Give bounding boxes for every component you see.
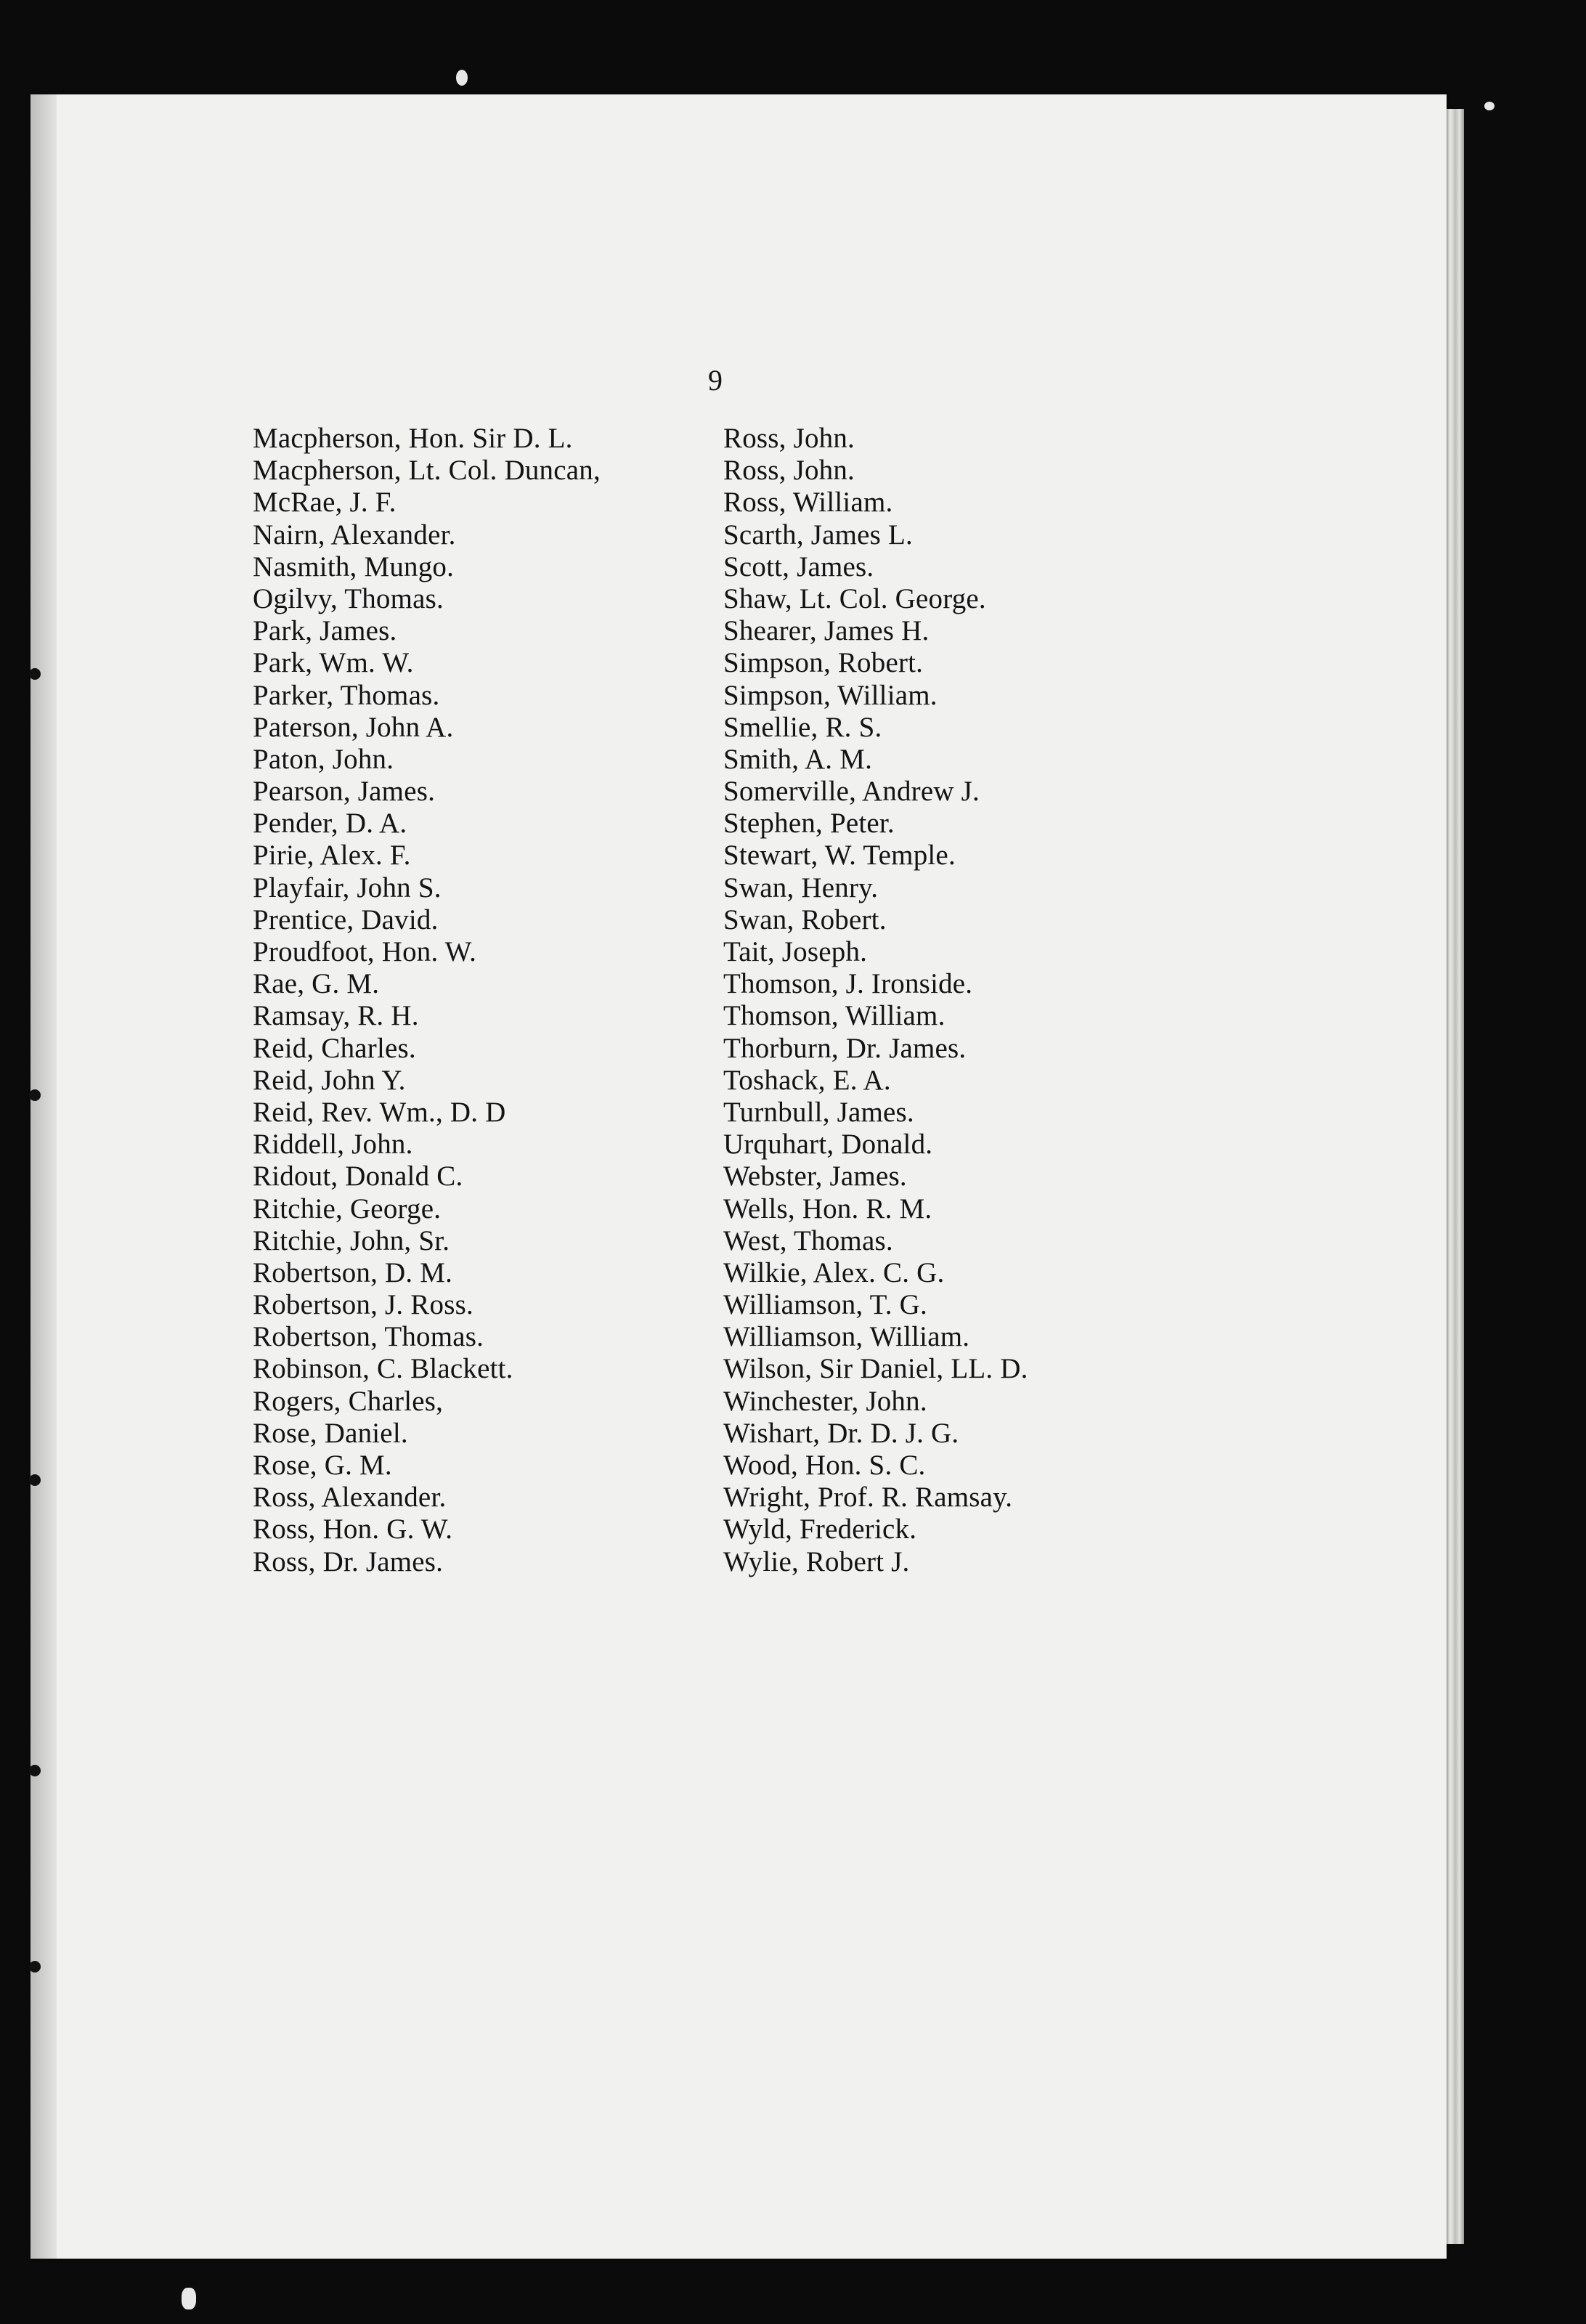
name-entry: Urquhart, Donald. <box>723 1129 933 1161</box>
page-edge <box>1447 109 1464 2244</box>
name-entry: Park, James. <box>253 615 397 647</box>
name-list-left <box>253 423 601 1578</box>
name-entry: Ritchie, George. <box>253 1193 442 1224</box>
name-entry: Wilson, Sir Daniel, LL. D. <box>723 1353 1028 1385</box>
name-entry: Swan, Robert. <box>723 903 887 935</box>
name-entry: Park, Wm. W. <box>253 647 414 679</box>
page-number: 9 <box>708 364 723 397</box>
name-entry: Somerville, Andrew J. <box>723 776 980 808</box>
name-entry: Rose, Daniel. <box>253 1417 408 1449</box>
name-entry: Paterson, John A. <box>253 711 454 743</box>
name-entry: Macpherson, Hon. Sir D. L. <box>253 423 573 454</box>
name-entry: Wilkie, Alex. C. G. <box>723 1256 945 1288</box>
name-entry: Wood, Hon. S. C. <box>723 1450 926 1481</box>
name-entry: Turnbull, James. <box>723 1096 914 1128</box>
name-entry: Robertson, J. Ross. <box>253 1289 473 1321</box>
binding-stitch <box>29 1765 41 1776</box>
binding-stitch <box>29 1089 41 1101</box>
film-speck <box>182 2288 196 2309</box>
name-entry: Ross, Hon. G. W. <box>253 1514 453 1545</box>
page-spine <box>30 94 57 2259</box>
name-entry: Shaw, Lt. Col. George. <box>723 582 986 614</box>
name-entry: Macpherson, Lt. Col. Duncan, <box>253 455 601 487</box>
name-entry: Winchester, John. <box>723 1385 927 1417</box>
name-entry: Paton, John. <box>253 743 394 775</box>
name-entry: Williamson, T. G. <box>723 1289 927 1321</box>
name-entry: Playfair, John S. <box>253 871 442 903</box>
name-entry: Ross, Alexander. <box>253 1482 447 1514</box>
name-entry: Wishart, Dr. D. J. G. <box>723 1417 959 1449</box>
name-entry: Ross, Dr. James. <box>253 1545 444 1577</box>
name-entry: Nasmith, Mungo. <box>253 550 455 582</box>
name-entry: Wright, Prof. R. Ramsay. <box>723 1482 1013 1514</box>
name-list-right <box>723 423 1028 1578</box>
name-entry: Simpson, Robert. <box>723 647 924 679</box>
name-entry: Robertson, D. M. <box>253 1256 453 1288</box>
name-entry: Shearer, James H. <box>723 615 930 647</box>
name-entry: Stewart, W. Temple. <box>723 840 956 871</box>
name-entry: Wyld, Frederick. <box>723 1514 917 1545</box>
name-entry: Wylie, Robert J. <box>723 1545 910 1577</box>
name-entry: Scott, James. <box>723 550 874 582</box>
name-entry: Ridout, Donald C. <box>253 1161 463 1193</box>
name-entry: Prentice, David. <box>253 903 439 935</box>
name-entry: Simpson, William. <box>723 679 938 711</box>
name-entry: Tait, Joseph. <box>723 936 868 967</box>
binding-stitch <box>29 1961 41 1972</box>
name-entry: Swan, Henry. <box>723 871 879 903</box>
name-entry: Toshack, E. A. <box>723 1064 891 1096</box>
name-entry: Ogilvy, Thomas. <box>253 582 444 614</box>
name-entry: Thomson, J. Ironside. <box>723 968 973 1000</box>
name-entry: Scarth, James L. <box>723 519 913 550</box>
name-entry: Robinson, C. Blackett. <box>253 1353 513 1385</box>
film-speck <box>1484 102 1494 110</box>
name-entry: Nairn, Alexander. <box>253 519 456 550</box>
name-entry: Williamson, William. <box>723 1321 970 1353</box>
name-entry: Ross, William. <box>723 487 893 519</box>
name-entry: Webster, James. <box>723 1161 907 1193</box>
name-entry: Ramsay, R. H. <box>253 1000 419 1032</box>
name-entry: Stephen, Peter. <box>723 808 895 840</box>
name-entry: Proudfoot, Hon. W. <box>253 936 477 967</box>
name-entry: Reid, John Y. <box>253 1064 406 1096</box>
name-entry: Ross, John. <box>723 423 855 454</box>
film-speck <box>456 70 468 86</box>
name-entry: Pirie, Alex. F. <box>253 840 411 871</box>
name-entry: Wells, Hon. R. M. <box>723 1193 932 1224</box>
name-entry: Thomson, William. <box>723 1000 946 1032</box>
name-entry: Rae, G. M. <box>253 968 380 1000</box>
name-entry: Pearson, James. <box>253 776 436 808</box>
name-entry: Ritchie, John, Sr. <box>253 1224 450 1256</box>
name-entry: Rogers, Charles, <box>253 1385 444 1417</box>
name-entry: Rose, G. M. <box>253 1450 392 1481</box>
name-entry: Smellie, R. S. <box>723 711 882 743</box>
name-entry: McRae, J. F. <box>253 487 396 519</box>
name-entry: Parker, Thomas. <box>253 679 440 711</box>
name-entry: Pender, D. A. <box>253 808 407 840</box>
name-entry: Ross, John. <box>723 455 855 487</box>
name-entry: Robertson, Thomas. <box>253 1321 484 1353</box>
name-entry: Thorburn, Dr. James. <box>723 1032 967 1064</box>
name-entry: Riddell, John. <box>253 1129 413 1161</box>
binding-stitch <box>29 668 41 680</box>
name-entry: Reid, Charles. <box>253 1032 416 1064</box>
name-entry: Smith, A. M. <box>723 743 873 775</box>
name-entry: West, Thomas. <box>723 1224 893 1256</box>
name-entry: Reid, Rev. Wm., D. D <box>253 1096 506 1128</box>
binding-stitch <box>29 1474 41 1486</box>
